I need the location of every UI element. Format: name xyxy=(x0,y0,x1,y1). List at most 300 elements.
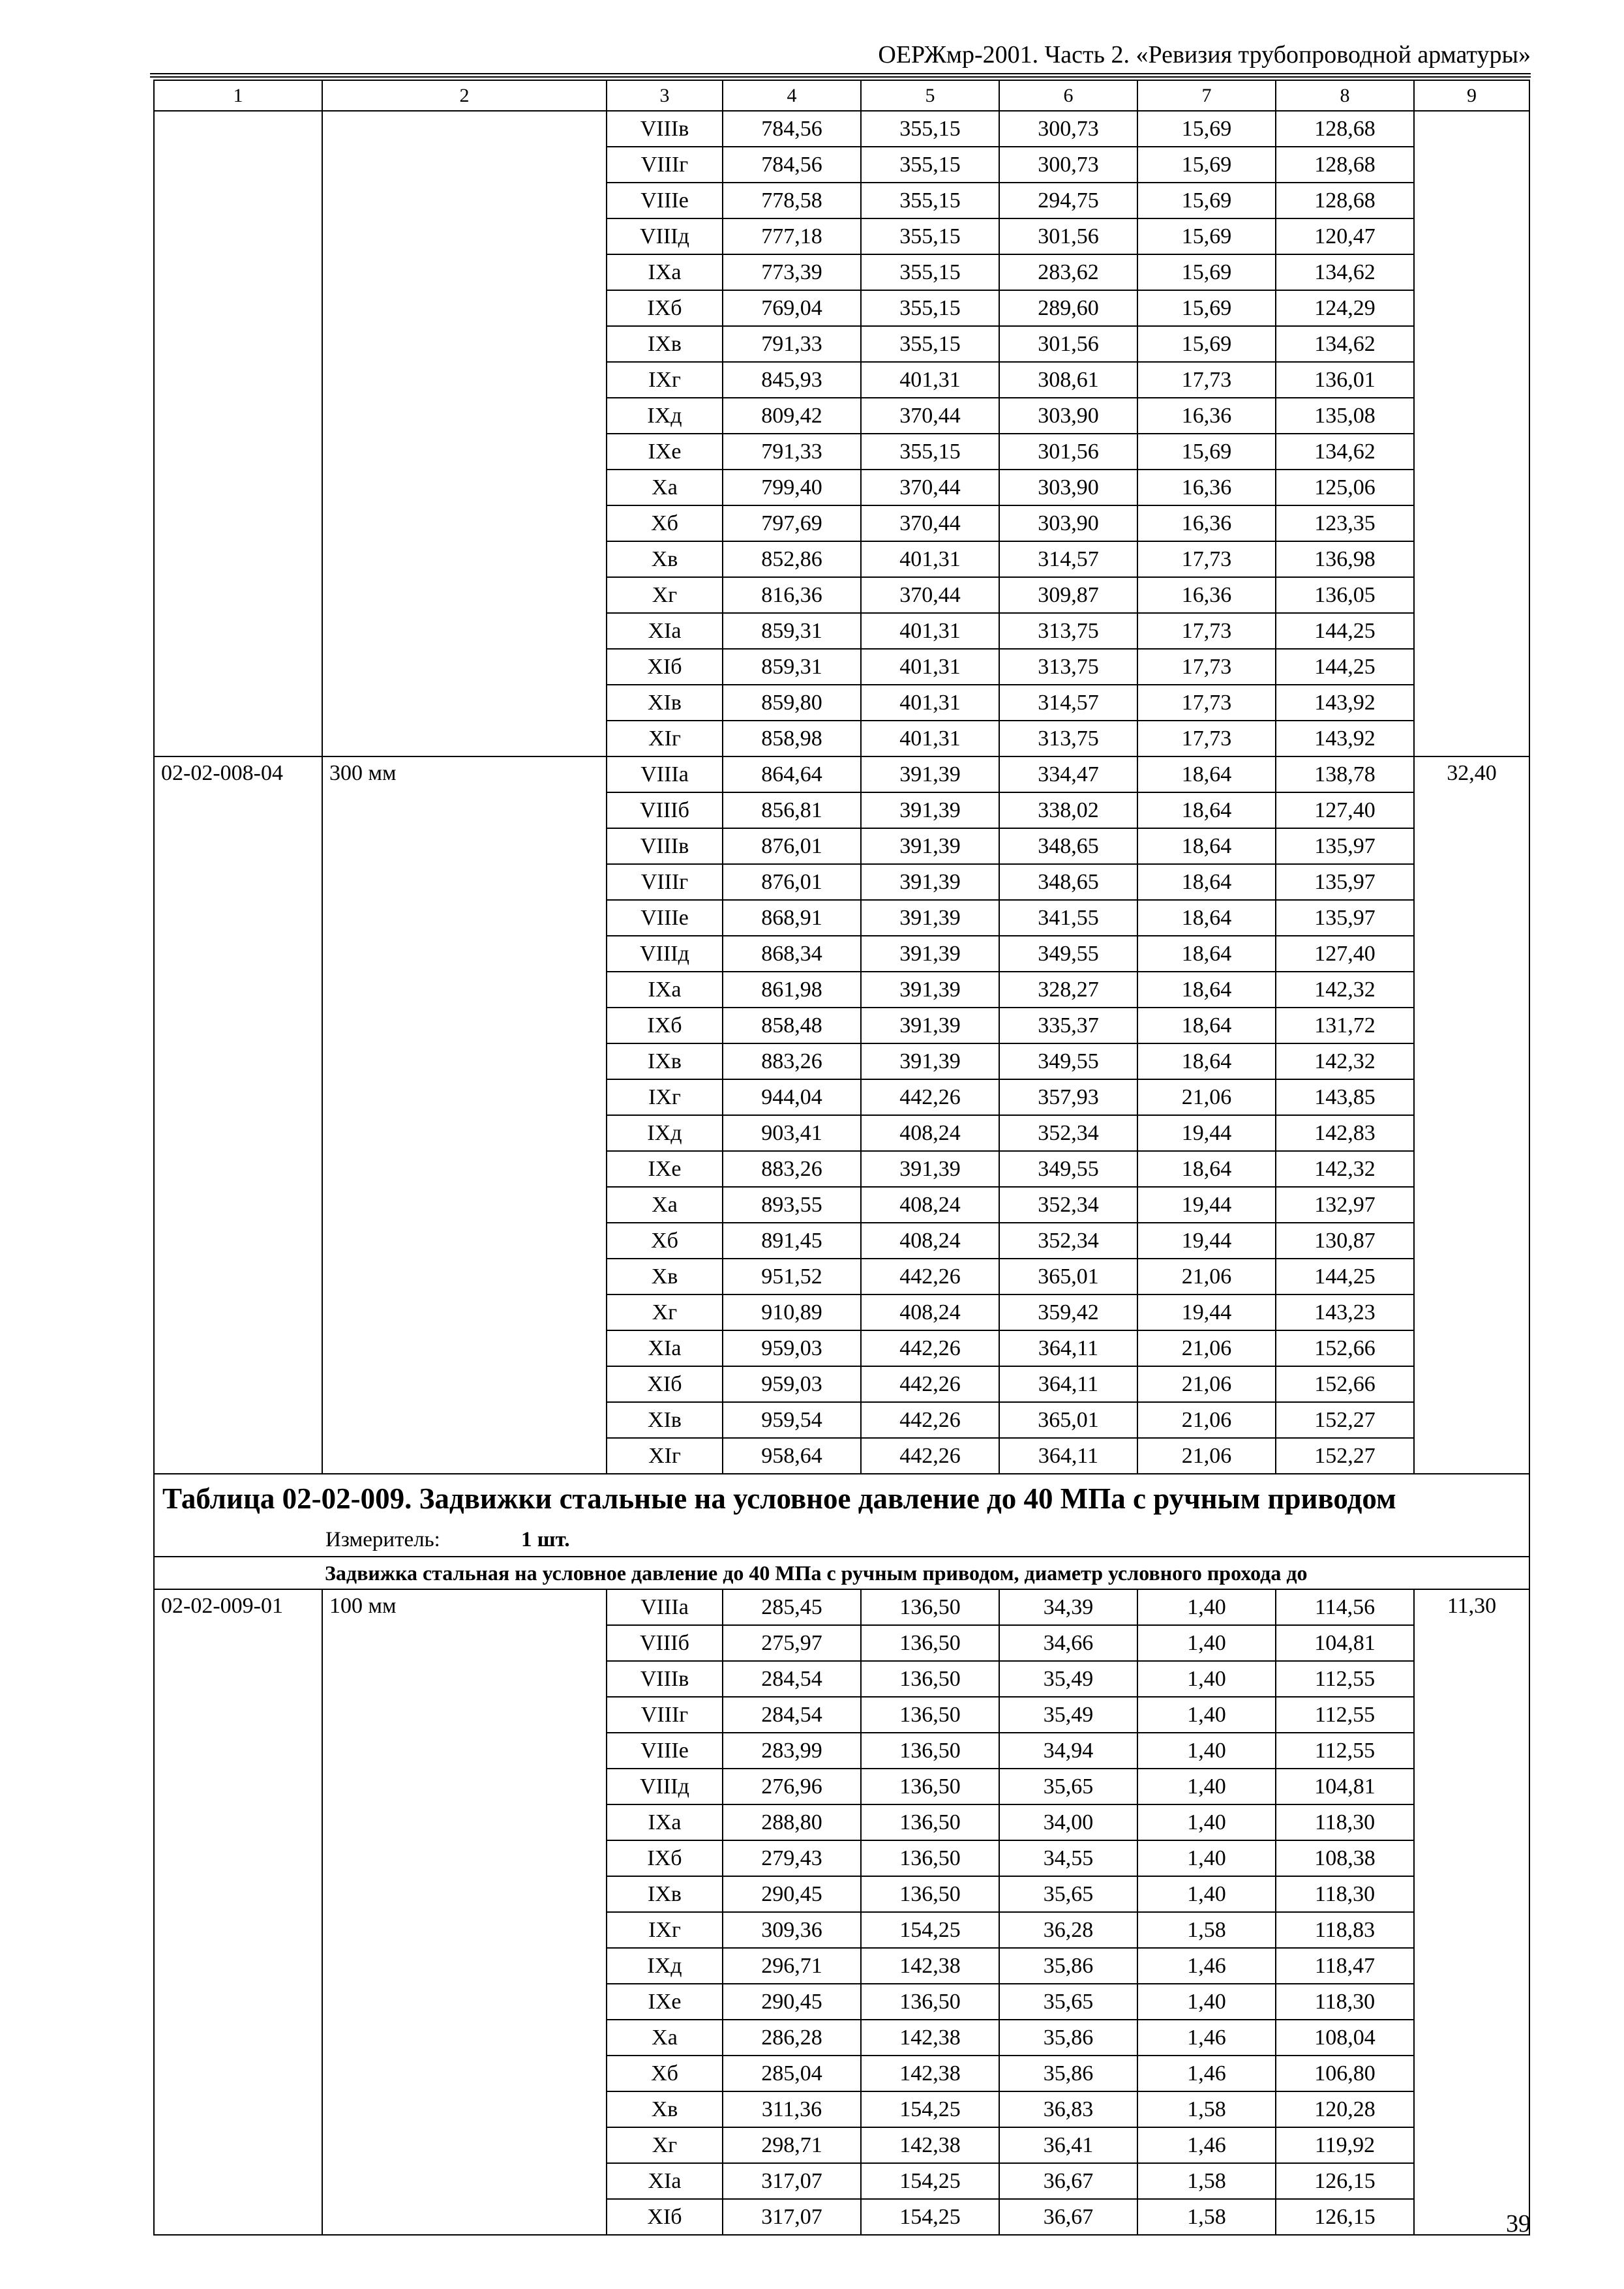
value-cell: 118,30 xyxy=(1276,1876,1414,1912)
zone-cell: VIIIг xyxy=(607,147,723,183)
value-cell: 15,69 xyxy=(1137,326,1276,362)
value-cell: 959,54 xyxy=(723,1402,861,1438)
zone-cell: IXа xyxy=(607,1804,723,1840)
value-cell: 144,25 xyxy=(1276,1259,1414,1294)
value-cell: 338,02 xyxy=(999,792,1137,828)
value-cell: 142,32 xyxy=(1276,1151,1414,1187)
value-cell: 348,65 xyxy=(999,864,1137,900)
value-cell: 401,31 xyxy=(861,613,999,649)
value-cell: 17,73 xyxy=(1137,613,1276,649)
value-cell: 301,56 xyxy=(999,218,1137,254)
value-cell: 391,39 xyxy=(861,756,999,792)
value-cell: 18,64 xyxy=(1137,936,1276,972)
column-number: 3 xyxy=(607,80,723,111)
header-rule xyxy=(150,73,1531,74)
value-cell: 859,80 xyxy=(723,685,861,721)
zone-cell: VIIIв xyxy=(607,111,723,147)
value-cell: 359,42 xyxy=(999,1294,1137,1330)
value-cell: 17,73 xyxy=(1137,685,1276,721)
value-cell: 313,75 xyxy=(999,613,1137,649)
value-cell: 127,40 xyxy=(1276,792,1414,828)
value-cell: 136,50 xyxy=(861,1876,999,1912)
value-cell: 108,38 xyxy=(1276,1840,1414,1876)
value-cell: 328,27 xyxy=(999,972,1137,1008)
value-cell: 401,31 xyxy=(861,721,999,756)
value-cell: 893,55 xyxy=(723,1187,861,1223)
value-cell: 15,69 xyxy=(1137,218,1276,254)
value-cell: 777,18 xyxy=(723,218,861,254)
value-cell: 154,25 xyxy=(861,2091,999,2127)
value-cell: 1,40 xyxy=(1137,1840,1276,1876)
value-cell: 1,40 xyxy=(1137,1876,1276,1912)
value-cell: 1,58 xyxy=(1137,2091,1276,2127)
value-cell: 959,03 xyxy=(723,1366,861,1402)
value-cell: 349,55 xyxy=(999,1043,1137,1079)
value-cell: 391,39 xyxy=(861,1008,999,1043)
column-number: 2 xyxy=(322,80,607,111)
value-cell: 311,36 xyxy=(723,2091,861,2127)
zone-cell: XIг xyxy=(607,721,723,756)
value-cell: 286,28 xyxy=(723,2020,861,2056)
value-cell: 349,55 xyxy=(999,1151,1137,1187)
value-cell: 114,56 xyxy=(1276,1589,1414,1625)
zone-cell: VIIIа xyxy=(607,1589,723,1625)
value-cell: 778,58 xyxy=(723,183,861,218)
column-9-value: 11,30 xyxy=(1414,1589,1529,2235)
value-cell: 442,26 xyxy=(861,1438,999,1474)
header-rule xyxy=(150,76,1531,78)
value-cell: 944,04 xyxy=(723,1079,861,1115)
value-cell: 35,65 xyxy=(999,1984,1137,2020)
value-cell: 858,98 xyxy=(723,721,861,756)
zone-cell: VIIIг xyxy=(607,1697,723,1733)
zone-cell: IXа xyxy=(607,254,723,290)
value-cell: 275,97 xyxy=(723,1625,861,1661)
zone-cell: IXе xyxy=(607,434,723,470)
value-cell: 355,15 xyxy=(861,434,999,470)
zone-cell: IXг xyxy=(607,1912,723,1948)
value-cell: 16,36 xyxy=(1137,398,1276,434)
zone-cell: VIIIе xyxy=(607,183,723,218)
zone-cell: IXг xyxy=(607,1079,723,1115)
value-cell: 370,44 xyxy=(861,470,999,505)
value-cell: 309,36 xyxy=(723,1912,861,1948)
value-cell: 391,39 xyxy=(861,972,999,1008)
value-cell: 19,44 xyxy=(1137,1223,1276,1259)
value-cell: 18,64 xyxy=(1137,828,1276,864)
value-cell: 314,57 xyxy=(999,685,1137,721)
value-cell: 15,69 xyxy=(1137,183,1276,218)
value-cell: 154,25 xyxy=(861,1912,999,1948)
value-cell: 355,15 xyxy=(861,254,999,290)
value-cell: 126,15 xyxy=(1276,2163,1414,2199)
value-cell: 289,60 xyxy=(999,290,1137,326)
value-cell: 442,26 xyxy=(861,1330,999,1366)
value-cell: 334,47 xyxy=(999,756,1137,792)
value-cell: 123,35 xyxy=(1276,505,1414,541)
value-cell: 290,45 xyxy=(723,1876,861,1912)
value-cell: 300,73 xyxy=(999,147,1137,183)
zone-cell: XIа xyxy=(607,613,723,649)
value-cell: 136,01 xyxy=(1276,362,1414,398)
value-cell: 16,36 xyxy=(1137,577,1276,613)
zone-cell: XIв xyxy=(607,685,723,721)
value-cell: 142,38 xyxy=(861,1948,999,1984)
zone-cell: IXе xyxy=(607,1151,723,1187)
value-cell: 959,03 xyxy=(723,1330,861,1366)
value-cell: 18,64 xyxy=(1137,1151,1276,1187)
value-cell: 124,29 xyxy=(1276,290,1414,326)
description-row xyxy=(154,1557,1529,1589)
value-cell: 283,99 xyxy=(723,1733,861,1769)
value-cell: 408,24 xyxy=(861,1187,999,1223)
value-cell: 401,31 xyxy=(861,685,999,721)
value-cell: 36,41 xyxy=(999,2127,1137,2163)
value-cell: 352,34 xyxy=(999,1223,1137,1259)
value-cell: 784,56 xyxy=(723,111,861,147)
value-cell: 401,31 xyxy=(861,362,999,398)
value-cell: 313,75 xyxy=(999,721,1137,756)
value-cell: 136,50 xyxy=(861,1733,999,1769)
value-cell: 868,91 xyxy=(723,900,861,936)
value-cell: 784,56 xyxy=(723,147,861,183)
nominal-size xyxy=(322,111,607,756)
zone-cell: IXд xyxy=(607,398,723,434)
value-cell: 769,04 xyxy=(723,290,861,326)
value-cell: 816,36 xyxy=(723,577,861,613)
value-cell: 119,92 xyxy=(1276,2127,1414,2163)
zone-cell: IXг xyxy=(607,362,723,398)
value-cell: 284,54 xyxy=(723,1661,861,1697)
value-cell: 335,37 xyxy=(999,1008,1137,1043)
value-cell: 1,40 xyxy=(1137,1769,1276,1804)
value-cell: 797,69 xyxy=(723,505,861,541)
value-cell: 112,55 xyxy=(1276,1661,1414,1697)
page-number: 39 xyxy=(1506,2210,1531,2237)
measure-label: Измеритель: xyxy=(325,1528,440,1551)
zone-cell: Xб xyxy=(607,505,723,541)
value-cell: 876,01 xyxy=(723,864,861,900)
value-cell: 18,64 xyxy=(1137,1008,1276,1043)
value-cell: 131,72 xyxy=(1276,1008,1414,1043)
value-cell: 35,86 xyxy=(999,2056,1137,2091)
value-cell: 1,58 xyxy=(1137,2163,1276,2199)
value-cell: 135,97 xyxy=(1276,864,1414,900)
value-cell: 18,64 xyxy=(1137,756,1276,792)
value-cell: 36,28 xyxy=(999,1912,1137,1948)
value-cell: 18,64 xyxy=(1137,792,1276,828)
value-cell: 143,23 xyxy=(1276,1294,1414,1330)
value-cell: 1,46 xyxy=(1137,2056,1276,2091)
value-cell: 364,11 xyxy=(999,1366,1137,1402)
column-number: 7 xyxy=(1137,80,1276,111)
zone-cell: IXд xyxy=(607,1948,723,1984)
value-cell: 313,75 xyxy=(999,649,1137,685)
value-cell: 144,25 xyxy=(1276,649,1414,685)
rate-code: 02-02-008-04 xyxy=(154,756,322,1474)
zone-cell: Xб xyxy=(607,1223,723,1259)
value-cell: 36,83 xyxy=(999,2091,1137,2127)
value-cell: 125,06 xyxy=(1276,470,1414,505)
value-cell: 958,64 xyxy=(723,1438,861,1474)
value-cell: 365,01 xyxy=(999,1402,1137,1438)
zone-cell: IXб xyxy=(607,1840,723,1876)
value-cell: 876,01 xyxy=(723,828,861,864)
value-cell: 112,55 xyxy=(1276,1697,1414,1733)
value-cell: 136,50 xyxy=(861,1625,999,1661)
value-cell: 118,83 xyxy=(1276,1912,1414,1948)
value-cell: 442,26 xyxy=(861,1079,999,1115)
zone-cell: VIIIд xyxy=(607,218,723,254)
value-cell: 35,65 xyxy=(999,1769,1137,1804)
value-cell: 112,55 xyxy=(1276,1733,1414,1769)
value-cell: 18,64 xyxy=(1137,864,1276,900)
value-cell: 36,67 xyxy=(999,2199,1137,2235)
value-cell: 355,15 xyxy=(861,183,999,218)
value-cell: 34,39 xyxy=(999,1589,1137,1625)
zone-cell: XIг xyxy=(607,1438,723,1474)
value-cell: 370,44 xyxy=(861,505,999,541)
zone-cell: VIIIв xyxy=(607,828,723,864)
value-cell: 308,61 xyxy=(999,362,1137,398)
value-cell: 348,65 xyxy=(999,828,1137,864)
value-cell: 357,93 xyxy=(999,1079,1137,1115)
value-cell: 290,45 xyxy=(723,1984,861,2020)
value-cell: 852,86 xyxy=(723,541,861,577)
column-number: 5 xyxy=(861,80,999,111)
value-cell: 17,73 xyxy=(1137,362,1276,398)
zone-cell: IXе xyxy=(607,1984,723,2020)
value-cell: 408,24 xyxy=(861,1223,999,1259)
measure-row xyxy=(154,1523,1529,1557)
value-cell: 391,39 xyxy=(861,1043,999,1079)
value-cell: 17,73 xyxy=(1137,649,1276,685)
value-cell: 136,50 xyxy=(861,1840,999,1876)
zone-cell: Xа xyxy=(607,2020,723,2056)
value-cell: 341,55 xyxy=(999,900,1137,936)
zone-cell: IXв xyxy=(607,326,723,362)
value-cell: 134,62 xyxy=(1276,326,1414,362)
value-cell: 1,40 xyxy=(1137,1661,1276,1697)
value-cell: 294,75 xyxy=(999,183,1137,218)
value-cell: 35,86 xyxy=(999,2020,1137,2056)
table-row xyxy=(154,1589,1529,1625)
zone-cell: XIб xyxy=(607,649,723,685)
value-cell: 300,73 xyxy=(999,111,1137,147)
zone-cell: VIIIб xyxy=(607,792,723,828)
value-cell: 17,73 xyxy=(1137,721,1276,756)
measure-value: 1 шт. xyxy=(521,1528,570,1551)
value-cell: 296,71 xyxy=(723,1948,861,1984)
value-cell: 19,44 xyxy=(1137,1187,1276,1223)
value-cell: 349,55 xyxy=(999,936,1137,972)
value-cell: 152,27 xyxy=(1276,1402,1414,1438)
value-cell: 364,11 xyxy=(999,1330,1137,1366)
value-cell: 355,15 xyxy=(861,218,999,254)
value-cell: 127,40 xyxy=(1276,936,1414,972)
value-cell: 355,15 xyxy=(861,290,999,326)
value-cell: 352,34 xyxy=(999,1187,1137,1223)
value-cell: 401,31 xyxy=(861,649,999,685)
value-cell: 364,11 xyxy=(999,1438,1137,1474)
value-cell: 791,33 xyxy=(723,434,861,470)
section-title-row xyxy=(154,1474,1529,1523)
value-cell: 120,47 xyxy=(1276,218,1414,254)
value-cell: 355,15 xyxy=(861,111,999,147)
value-cell: 128,68 xyxy=(1276,111,1414,147)
value-cell: 106,80 xyxy=(1276,2056,1414,2091)
zone-cell: Xв xyxy=(607,541,723,577)
table-row xyxy=(154,756,1529,792)
rate-code xyxy=(154,111,322,756)
value-cell: 19,44 xyxy=(1137,1294,1276,1330)
value-cell: 1,40 xyxy=(1137,1804,1276,1840)
value-cell: 18,64 xyxy=(1137,972,1276,1008)
value-cell: 1,40 xyxy=(1137,1589,1276,1625)
value-cell: 859,31 xyxy=(723,613,861,649)
value-cell: 1,40 xyxy=(1137,1625,1276,1661)
value-cell: 352,34 xyxy=(999,1115,1137,1151)
value-cell: 391,39 xyxy=(861,864,999,900)
value-cell: 132,97 xyxy=(1276,1187,1414,1223)
value-cell: 309,87 xyxy=(999,577,1137,613)
table-row xyxy=(154,111,1529,147)
zone-cell: IXв xyxy=(607,1876,723,1912)
zone-cell: IXд xyxy=(607,1115,723,1151)
value-cell: 16,36 xyxy=(1137,470,1276,505)
zone-cell: VIIIг xyxy=(607,864,723,900)
value-cell: 1,58 xyxy=(1137,1912,1276,1948)
value-cell: 134,62 xyxy=(1276,434,1414,470)
value-cell: 136,05 xyxy=(1276,577,1414,613)
value-cell: 21,06 xyxy=(1137,1366,1276,1402)
value-cell: 883,26 xyxy=(723,1043,861,1079)
value-cell: 317,07 xyxy=(723,2163,861,2199)
value-cell: 791,33 xyxy=(723,326,861,362)
value-cell: 136,50 xyxy=(861,1769,999,1804)
column-9-value xyxy=(1414,111,1529,756)
value-cell: 858,48 xyxy=(723,1008,861,1043)
value-cell: 303,90 xyxy=(999,505,1137,541)
value-cell: 21,06 xyxy=(1137,1330,1276,1366)
value-cell: 19,44 xyxy=(1137,1115,1276,1151)
value-cell: 1,40 xyxy=(1137,1697,1276,1733)
value-cell: 355,15 xyxy=(861,326,999,362)
value-cell: 108,04 xyxy=(1276,2020,1414,2056)
value-cell: 154,25 xyxy=(861,2199,999,2235)
zone-cell: Xг xyxy=(607,2127,723,2163)
value-cell: 401,31 xyxy=(861,541,999,577)
value-cell: 391,39 xyxy=(861,1151,999,1187)
value-cell: 154,25 xyxy=(861,2163,999,2199)
value-cell: 135,97 xyxy=(1276,828,1414,864)
zone-cell: XIб xyxy=(607,2199,723,2235)
value-cell: 868,34 xyxy=(723,936,861,972)
value-cell: 298,71 xyxy=(723,2127,861,2163)
column-number-row xyxy=(154,80,1529,111)
value-cell: 152,27 xyxy=(1276,1438,1414,1474)
value-cell: 845,93 xyxy=(723,362,861,398)
value-cell: 34,55 xyxy=(999,1840,1137,1876)
value-cell: 143,85 xyxy=(1276,1079,1414,1115)
zone-cell: VIIIв xyxy=(607,1661,723,1697)
value-cell: 142,32 xyxy=(1276,972,1414,1008)
column-number: 1 xyxy=(154,80,322,111)
zone-cell: IXб xyxy=(607,1008,723,1043)
zone-cell: VIIIа xyxy=(607,756,723,792)
value-cell: 126,15 xyxy=(1276,2199,1414,2235)
zone-cell: Xб xyxy=(607,2056,723,2091)
zone-cell: Xа xyxy=(607,1187,723,1223)
value-cell: 951,52 xyxy=(723,1259,861,1294)
value-cell: 34,00 xyxy=(999,1804,1137,1840)
value-cell: 303,90 xyxy=(999,398,1137,434)
value-cell: 16,36 xyxy=(1137,505,1276,541)
zone-cell: Xг xyxy=(607,577,723,613)
value-cell: 18,64 xyxy=(1137,1043,1276,1079)
value-cell: 408,24 xyxy=(861,1115,999,1151)
value-cell: 142,32 xyxy=(1276,1043,1414,1079)
value-cell: 355,15 xyxy=(861,147,999,183)
zone-cell: XIа xyxy=(607,2163,723,2199)
value-cell: 35,49 xyxy=(999,1697,1137,1733)
value-cell: 910,89 xyxy=(723,1294,861,1330)
value-cell: 1,58 xyxy=(1137,2199,1276,2235)
value-cell: 136,50 xyxy=(861,1589,999,1625)
value-cell: 301,56 xyxy=(999,326,1137,362)
value-cell: 142,83 xyxy=(1276,1115,1414,1151)
value-cell: 18,64 xyxy=(1137,900,1276,936)
nominal-size: 300 мм xyxy=(322,756,607,1474)
value-cell: 279,43 xyxy=(723,1840,861,1876)
value-cell: 391,39 xyxy=(861,936,999,972)
value-cell: 143,92 xyxy=(1276,721,1414,756)
column-number: 6 xyxy=(999,80,1137,111)
column-number: 8 xyxy=(1276,80,1414,111)
value-cell: 142,38 xyxy=(861,2127,999,2163)
value-cell: 130,87 xyxy=(1276,1223,1414,1259)
rate-code: 02-02-009-01 xyxy=(154,1589,322,2235)
value-cell: 442,26 xyxy=(861,1366,999,1402)
value-cell: 35,86 xyxy=(999,1948,1137,1984)
value-cell: 135,08 xyxy=(1276,398,1414,434)
zone-cell: Xг xyxy=(607,1294,723,1330)
value-cell: 152,66 xyxy=(1276,1330,1414,1366)
value-cell: 799,40 xyxy=(723,470,861,505)
value-cell: 408,24 xyxy=(861,1294,999,1330)
zone-cell: VIIIб xyxy=(607,1625,723,1661)
value-cell: 288,80 xyxy=(723,1804,861,1840)
measure-cell xyxy=(154,1523,1529,1557)
zone-cell: VIIIе xyxy=(607,1733,723,1769)
value-cell: 15,69 xyxy=(1137,434,1276,470)
value-cell: 136,50 xyxy=(861,1697,999,1733)
value-cell: 34,94 xyxy=(999,1733,1137,1769)
value-cell: 284,54 xyxy=(723,1697,861,1733)
value-cell: 118,30 xyxy=(1276,1804,1414,1840)
value-cell: 861,98 xyxy=(723,972,861,1008)
value-cell: 883,26 xyxy=(723,1151,861,1187)
value-cell: 120,28 xyxy=(1276,2091,1414,2127)
value-cell: 370,44 xyxy=(861,398,999,434)
value-cell: 138,78 xyxy=(1276,756,1414,792)
section-title: Таблица 02-02-009. Задвижки стальные на условное давление до 40 МПа с ручным приводом xyxy=(154,1474,1529,1523)
zone-cell: IXв xyxy=(607,1043,723,1079)
value-cell: 276,96 xyxy=(723,1769,861,1804)
value-cell: 35,65 xyxy=(999,1876,1137,1912)
value-cell: 1,40 xyxy=(1137,1984,1276,2020)
value-cell: 891,45 xyxy=(723,1223,861,1259)
